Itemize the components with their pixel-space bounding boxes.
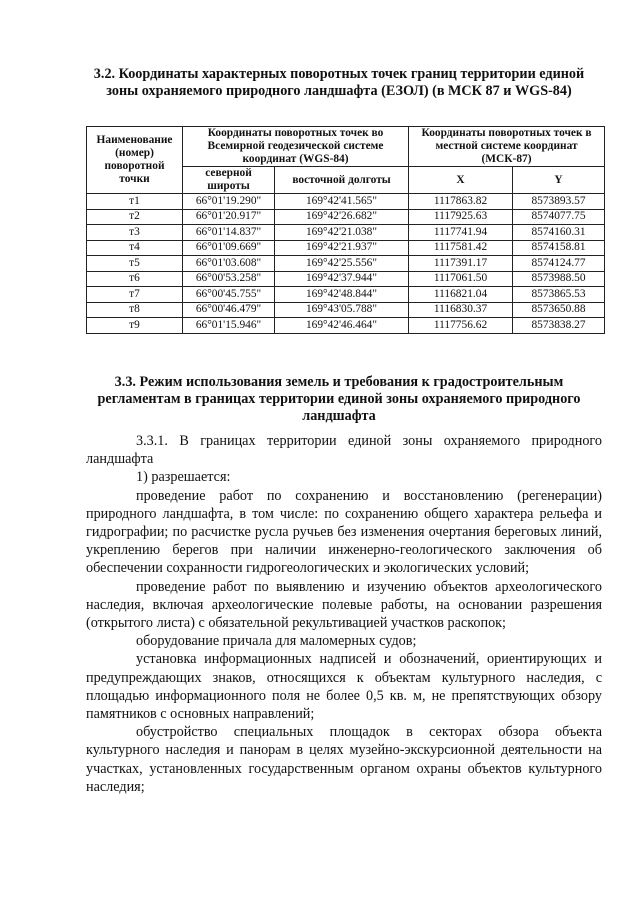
cell-lat: 66°01'20.917" bbox=[183, 209, 275, 225]
cell-x: 1117061.50 bbox=[409, 271, 513, 287]
table-row bbox=[87, 240, 605, 256]
cell-x: 1116830.37 bbox=[409, 302, 513, 318]
col-header-lon: восточной долготы bbox=[275, 167, 409, 194]
cell-lon: 169°42'41.565" bbox=[275, 194, 409, 210]
cell-lon: 169°42'48.844" bbox=[275, 287, 409, 303]
cell-lon: 169°42'46.464" bbox=[275, 318, 409, 334]
cell-y: 8574124.77 bbox=[513, 256, 605, 272]
paragraph: проведение работ по сохранению и восстановлению (регенерации) природного ландшафта, в том числе: по сохранению общего характера рельефа и гидрографии; по расчистке русла ручьев без изменения очертания береговых линий, укреплению берегов при наличии инженерно-геологического заключения об обеспечении сохранности гидрогеологических и экологических условий; bbox=[86, 487, 602, 577]
col-header-x: X bbox=[409, 167, 513, 194]
paragraph: проведение работ по выявлению и изучению объектов археологического наследия, включая археологические полевые работы, на основании разрешения (открытого листа) с обязательной рекультивацией участков раскопок; bbox=[86, 578, 602, 632]
table-row bbox=[87, 318, 605, 334]
paragraph: обустройство специальных площадок в секторах обзора объекта культурного наследия и панорам в целях музейно-экскурсионной деятельности на участках, установленных государственным органом охраны объектов культурного наследия; bbox=[86, 724, 602, 795]
section-3-3-body bbox=[86, 432, 602, 796]
table-row bbox=[87, 225, 605, 241]
cell-x: 1116821.04 bbox=[409, 287, 513, 303]
cell-name: т6 bbox=[87, 271, 183, 287]
cell-lon: 169°42'26.682" bbox=[275, 209, 409, 225]
cell-y: 8573988.50 bbox=[513, 271, 605, 287]
cell-lat: 66°00'53.258" bbox=[183, 271, 275, 287]
cell-name: т7 bbox=[87, 287, 183, 303]
cell-lon: 169°42'37.944" bbox=[275, 271, 409, 287]
coordinates-table bbox=[86, 126, 605, 334]
cell-lat: 66°01'19.290" bbox=[183, 194, 275, 210]
cell-name: т5 bbox=[87, 256, 183, 272]
col-group-msk: Координаты поворотных точек в местной системе координат (МСК-87) bbox=[409, 127, 605, 167]
cell-x: 1117741.94 bbox=[409, 225, 513, 241]
cell-name: т9 bbox=[87, 318, 183, 334]
cell-name: т2 bbox=[87, 209, 183, 225]
cell-lat: 66°01'09.669" bbox=[183, 240, 275, 256]
paragraph: 3.3.1. В границах территории единой зоны охраняемого природного ландшафта bbox=[86, 433, 602, 468]
table-row bbox=[87, 194, 605, 210]
table-row bbox=[87, 271, 605, 287]
cell-lon: 169°42'25.556" bbox=[275, 256, 409, 272]
cell-name: т4 bbox=[87, 240, 183, 256]
cell-y: 8573838.27 bbox=[513, 318, 605, 334]
table-row bbox=[87, 302, 605, 318]
paragraph: установка информационных надписей и обозначений, ориентирующих и предупреждающих знаков, относящихся к объектам культурного наследия, с площадью информационного поля не более 0,5 кв. м, не препятствующих обзору памятников с основных направлений; bbox=[86, 651, 602, 723]
table-row bbox=[87, 287, 605, 303]
section-3-3-heading: 3.3. Режим использования земель и требования к градостроительным регламентам в границах территории единой зоны охраняемого природного ландшафта bbox=[97, 374, 581, 424]
cell-lat: 66°00'46.479" bbox=[183, 302, 275, 318]
cell-name: т1 bbox=[87, 194, 183, 210]
cell-name: т8 bbox=[87, 302, 183, 318]
cell-lat: 66°01'14.837" bbox=[183, 225, 275, 241]
cell-x: 1117391.17 bbox=[409, 256, 513, 272]
table-row bbox=[87, 256, 605, 272]
cell-x: 1117863.82 bbox=[409, 194, 513, 210]
section-3-2-heading: 3.2. Координаты характерных поворотных точек границ территории единой зоны охраняемого природного ландшафта (ЕЗОЛ) (в МСК 87 и WGS-84) bbox=[93, 66, 585, 99]
col-header-lat: северной широты bbox=[183, 167, 275, 194]
cell-y: 8573893.57 bbox=[513, 194, 605, 210]
col-header-y: Y bbox=[513, 167, 605, 194]
cell-lat: 66°00'45.755" bbox=[183, 287, 275, 303]
cell-y: 8574158.81 bbox=[513, 240, 605, 256]
table-row bbox=[87, 209, 605, 225]
paragraph: 1) разрешается: bbox=[136, 469, 231, 486]
cell-y: 8573865.53 bbox=[513, 287, 605, 303]
col-group-wgs: Координаты поворотных точек во Всемирной геодезической системе координат (WGS-84) bbox=[183, 127, 409, 167]
cell-x: 1117925.63 bbox=[409, 209, 513, 225]
cell-x: 1117581.42 bbox=[409, 240, 513, 256]
cell-lon: 169°43'05.788" bbox=[275, 302, 409, 318]
paragraph: оборудование причала для маломерных судов; bbox=[136, 633, 417, 650]
cell-lat: 66°01'15.946" bbox=[183, 318, 275, 334]
cell-y: 8574160.31 bbox=[513, 225, 605, 241]
cell-y: 8574077.75 bbox=[513, 209, 605, 225]
cell-y: 8573650.88 bbox=[513, 302, 605, 318]
cell-name: т3 bbox=[87, 225, 183, 241]
cell-x: 1117756.62 bbox=[409, 318, 513, 334]
cell-lat: 66°01'03.608" bbox=[183, 256, 275, 272]
col-header-name: Наименование (номер) поворотной точки bbox=[87, 127, 183, 194]
cell-lon: 169°42'21.937" bbox=[275, 240, 409, 256]
cell-lon: 169°42'21.038" bbox=[275, 225, 409, 241]
